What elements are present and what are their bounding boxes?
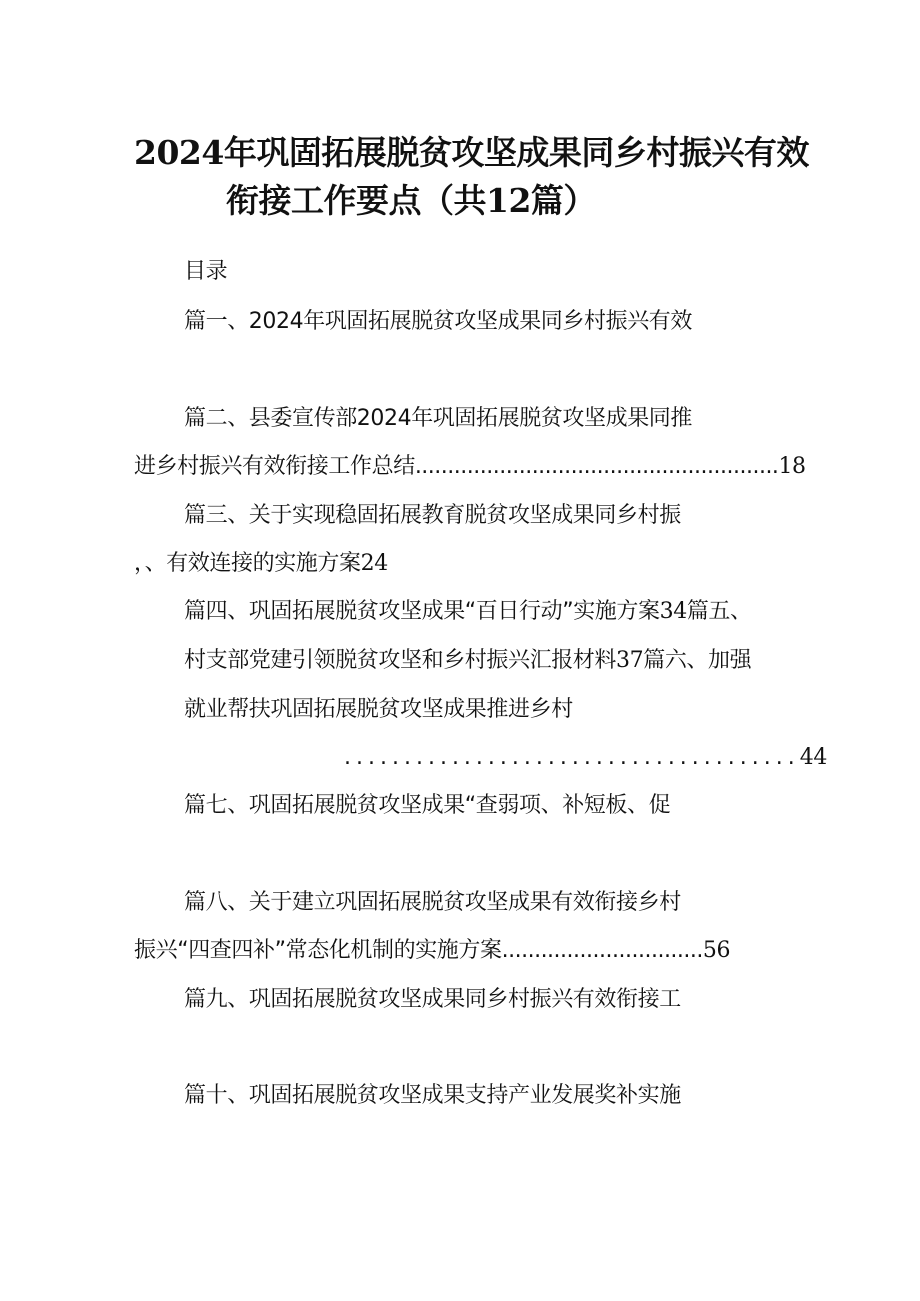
toc-entry-6-leader[interactable]	[344, 743, 827, 773]
toc-page-number: 18	[778, 454, 806, 479]
toc-page-number: 56	[702, 938, 731, 963]
toc-page-number: 37	[616, 648, 644, 673]
toc-entry-8-cont[interactable]	[134, 936, 730, 966]
toc-heading: 目录	[184, 259, 228, 284]
toc-page-number: 44	[799, 745, 827, 770]
document-title-line-1: 2024年巩固拓展脱贫攻坚成果同乡村振兴有效	[134, 133, 809, 172]
toc-page-number: 34	[659, 599, 687, 624]
toc-entry-text: 篇四、巩固拓展脱贫攻坚成果“百日行动”实施方案	[184, 599, 660, 624]
toc-entry-text: 振兴“四查四补”常态化机制的实施方案	[134, 938, 502, 963]
dot-leader: ........................................................	[414, 454, 779, 479]
toc-entry-text: 篇八、关于建立巩固拓展脱贫攻坚成果有效衔接乡村	[184, 890, 681, 915]
toc-entry-next-start: 篇五、	[686, 599, 752, 624]
toc-entry-text: 篇九、巩固拓展脱贫攻坚成果同乡村振兴有效衔接工	[184, 987, 681, 1012]
toc-entry-5[interactable]	[184, 646, 751, 676]
toc-entry-text: 篇二、县委宣传部2024年巩固拓展脱贫攻坚成果同推	[184, 406, 692, 431]
toc-entry-text: 村支部党建引领脱贫攻坚和乡村振兴汇报材料	[184, 648, 617, 673]
dot-leader: ......................................	[344, 745, 800, 770]
dot-leader: ...............................	[501, 938, 703, 963]
toc-entry-text: 篇七、巩固拓展脱贫攻坚成果“查弱项、补短板、促	[184, 793, 671, 818]
toc-page-number: 24	[360, 551, 388, 576]
toc-entry-3-cont[interactable]	[134, 549, 388, 579]
toc-entry-7[interactable]	[184, 791, 670, 821]
toc-entry-text: 篇一、2024年巩固拓展脱贫攻坚成果同乡村振兴有效	[184, 309, 692, 334]
toc-entry-text: ，、有效连接的实施方案	[134, 551, 361, 576]
toc-entry-next-start: 篇六、加强	[643, 648, 752, 673]
toc-entry-3[interactable]	[184, 501, 681, 531]
toc-entry-text: 篇三、关于实现稳固拓展教育脱贫攻坚成果同乡村振	[184, 503, 681, 528]
toc-entry-8[interactable]	[184, 888, 681, 918]
toc-entry-9[interactable]	[184, 985, 681, 1015]
toc-entry-text: 篇十、巩固拓展脱贫攻坚成果支持产业发展奖补实施	[184, 1083, 681, 1108]
toc-entry-1[interactable]	[184, 307, 692, 337]
toc-entry-text: 就业帮扶巩固拓展脱贫攻坚成果推进乡村	[184, 697, 573, 722]
toc-entry-text: 进乡村振兴有效衔接工作总结	[134, 454, 415, 479]
toc-entry-10[interactable]	[184, 1081, 681, 1111]
document-title-line-2: 衔接工作要点（共12篇）	[226, 181, 596, 220]
toc-entry-2-cont[interactable]	[134, 452, 806, 482]
toc-entry-2[interactable]	[184, 404, 692, 434]
toc-entry-6-cont[interactable]	[184, 695, 573, 725]
toc-entry-4[interactable]	[184, 597, 752, 627]
